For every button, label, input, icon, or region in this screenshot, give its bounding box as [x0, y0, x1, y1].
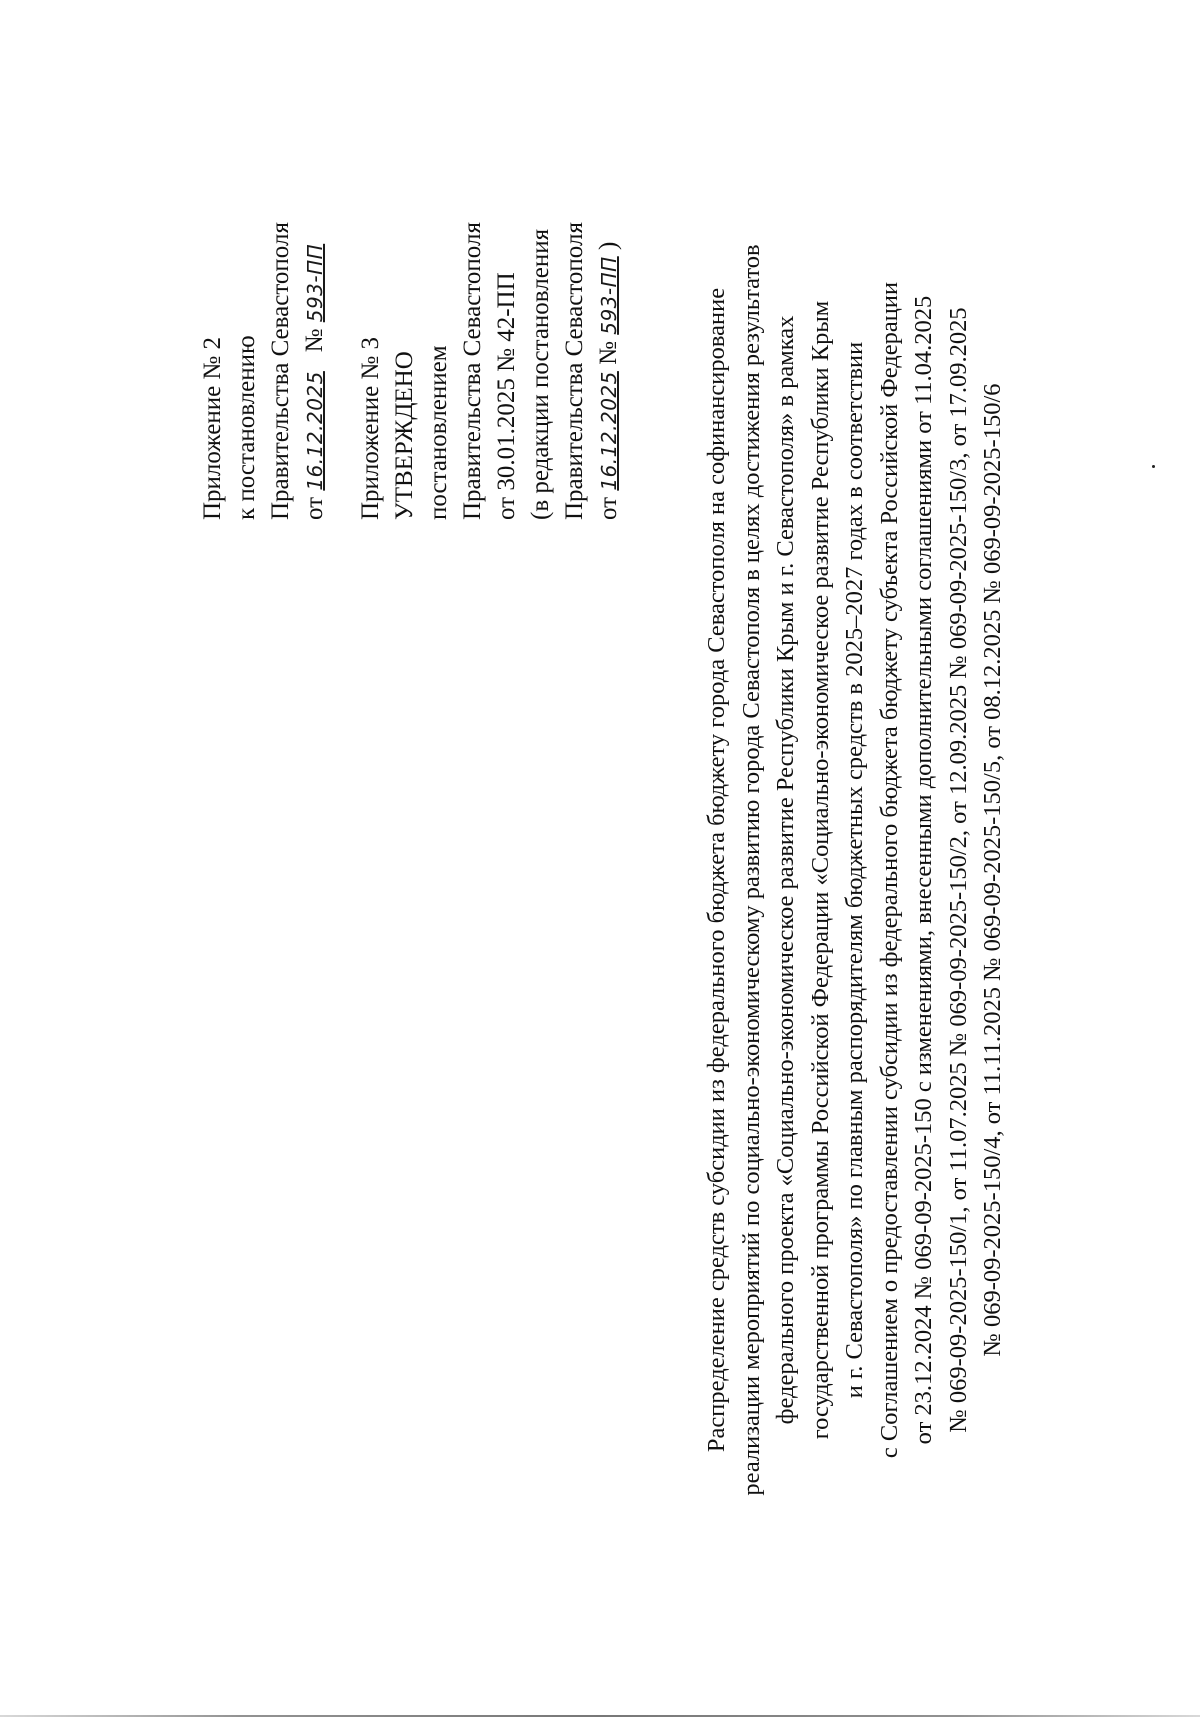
appendix3-line: постановлением	[425, 345, 452, 520]
appendix-header	[196, 120, 626, 520]
handwritten-number: 593-ПП	[303, 243, 327, 323]
appendix2-line: к постановлению	[233, 335, 260, 520]
body-line: реализации мероприятий по социально-экономическому развитию города Севастополя в целях достижения результатов	[737, 244, 765, 1496]
body-line: от 23.12.2024 № 069-09-2025-150 с изменениями, внесенными дополнительными соглашениями от 11.04.2025	[910, 295, 937, 1445]
scan-speck	[1152, 465, 1155, 468]
appendix2-title: Приложение № 2	[199, 336, 226, 520]
body-line: № 069-09-2025-150/4, от 11.11.2025 № 069-09-2025-150/5, от 08.12.2025 № 069-09-2025-150/6	[979, 383, 1006, 1357]
body-line: с Соглашением о предоставлении субсидии из федерального бюджета бюджету субъекта Российской Федерации	[875, 281, 903, 1459]
body-line: федерального проекта «Социально-экономическое развитие Республики Крым и г. Севастополя» в рамках	[772, 315, 799, 1425]
appendix3-date-line: от 16.12.2025 № 593-ПП )	[595, 241, 622, 520]
appendix3-line: (в редакции постановления	[527, 228, 554, 520]
document-body	[700, 70, 1011, 1670]
appendix2-date-line: от 16.12.2025 № 593-ПП	[301, 243, 328, 520]
appendix3-line: Правительства Севастополя	[459, 222, 486, 520]
appendix3-line: Правительства Севастополя	[561, 222, 588, 520]
handwritten-date: 16.12.2025	[597, 371, 621, 491]
body-line: и г. Севастополя» по главным распорядителям бюджетных средств в 2025–2027 годах в соответствии	[841, 341, 868, 1399]
body-line: государственной программы Российской Федерации «Социально-экономическое развитие Республики Крым	[806, 300, 834, 1440]
body-line: № 069-09-2025-150/1, от 11.07.2025 № 069-09-2025-150/2, от 12.09.2025 № 069-09-2025-150/3, от 17.09.2025	[944, 307, 972, 1433]
appendix3-title: Приложение № 3	[357, 336, 384, 520]
appendix2-line: Правительства Севастополя	[267, 222, 294, 520]
appendix3-line: от 30.01.2025 № 42-ПП	[493, 272, 520, 520]
approved-label: УТВЕРЖДЕНО	[391, 351, 418, 520]
handwritten-date: 16.12.2025	[303, 371, 327, 491]
body-line: Распределение средств субсидии из федерального бюджета бюджету города Севастополя на софинансирование	[703, 287, 730, 1453]
handwritten-number: 593-ПП	[597, 256, 621, 335]
scan-edge-line	[0, 1715, 1200, 1717]
